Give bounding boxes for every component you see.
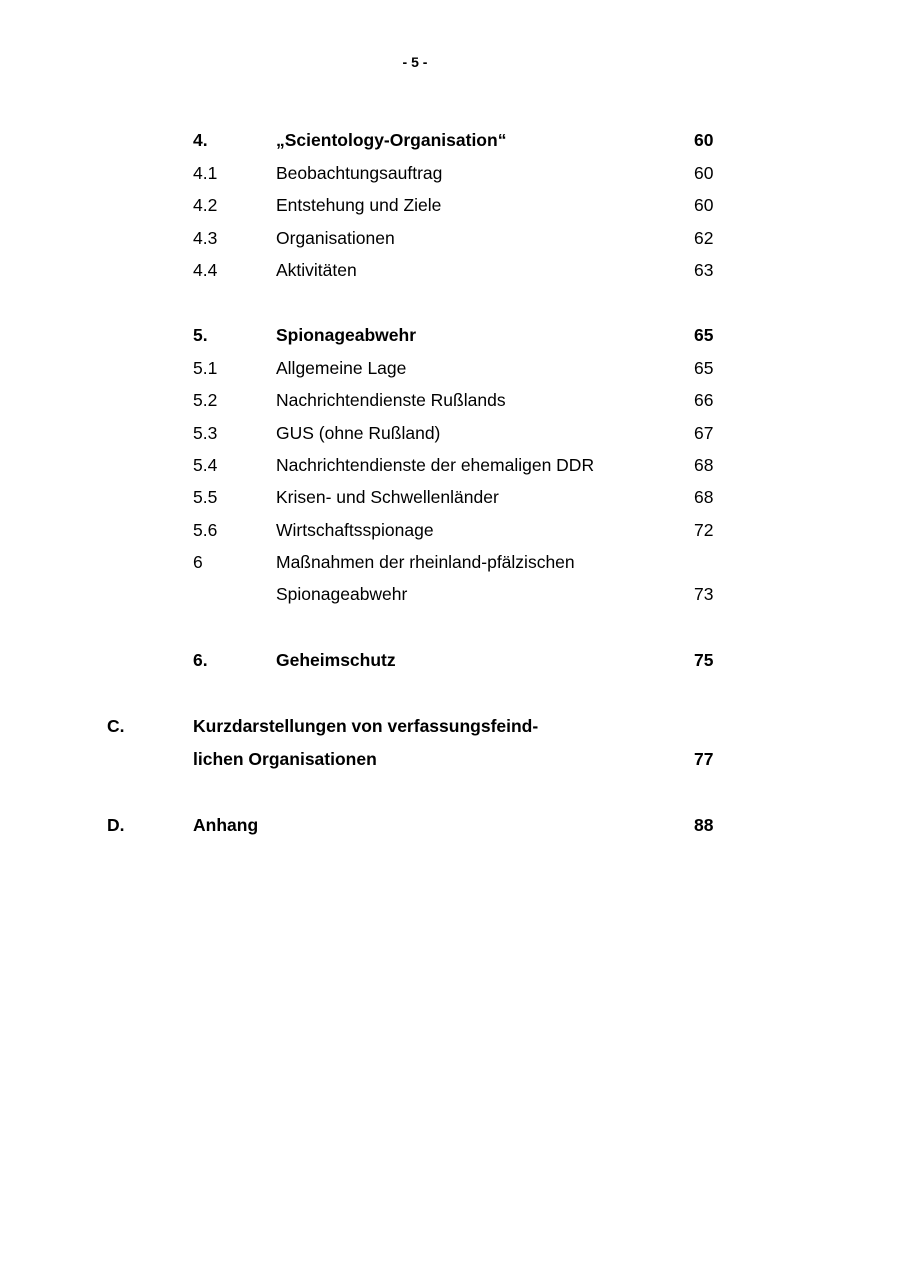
toc-entry [0, 453, 900, 477]
toc-page: 88 [694, 815, 714, 835]
toc-title: Maßnahmen der rheinland-pfälzischen [276, 552, 575, 572]
toc-entry [0, 356, 900, 380]
toc-entry [0, 226, 900, 250]
toc-page: 62 [694, 228, 714, 248]
toc-entry [0, 421, 900, 445]
toc-title: „Scientology-Organisation“ [276, 130, 507, 150]
toc-entry [0, 518, 900, 542]
toc-title: Geheimschutz [276, 650, 396, 670]
toc-page: 63 [694, 260, 714, 280]
toc-page: 77 [694, 749, 714, 769]
toc-number: 5. [193, 325, 208, 345]
toc-title: Wirtschaftsspionage [276, 520, 434, 540]
toc-number: 5.1 [193, 358, 218, 378]
toc-number: 5.5 [193, 487, 218, 507]
toc-number: 4.4 [193, 260, 218, 280]
toc-page: 68 [694, 455, 714, 475]
toc-number: 4.2 [193, 195, 218, 215]
toc-section-c [0, 714, 900, 738]
page-number: - 5 - [402, 54, 428, 70]
toc-heading-4 [0, 128, 900, 152]
toc-number: 6. [193, 650, 208, 670]
toc-entry [0, 388, 900, 412]
toc-title: GUS (ohne Rußland) [276, 423, 441, 443]
toc-title: Anhang [193, 815, 259, 835]
toc-title: Kurzdarstellungen von verfassungsfeind- [193, 716, 539, 736]
toc-number: 5.6 [193, 520, 218, 540]
toc-title: Nachrichtendienste Rußlands [276, 390, 506, 410]
toc-page: 65 [694, 325, 714, 345]
toc-title: Spionageabwehr [276, 584, 408, 604]
toc-title: Beobachtungsauftrag [276, 163, 443, 183]
toc-number: 5.4 [193, 455, 218, 475]
toc-page: 65 [694, 358, 714, 378]
toc-number: 6 [193, 552, 203, 572]
toc-entry-continued [0, 582, 900, 606]
toc-heading-6 [0, 648, 900, 672]
toc-number: 5.2 [193, 390, 218, 410]
toc-entry [0, 258, 900, 282]
toc-letter: C. [107, 716, 125, 736]
toc-title: Allgemeine Lage [276, 358, 407, 378]
toc-page: 60 [694, 130, 714, 150]
toc-entry [0, 161, 900, 185]
toc-title: Entstehung und Ziele [276, 195, 442, 215]
toc-page: 72 [694, 520, 714, 540]
toc-section-d [0, 813, 900, 837]
toc-entry [0, 193, 900, 217]
toc-title: Spionageabwehr [276, 325, 417, 345]
toc-number: 4.1 [193, 163, 218, 183]
toc-letter: D. [107, 815, 125, 835]
toc-number: 5.3 [193, 423, 218, 443]
toc-page: 73 [694, 584, 714, 604]
toc-page: 75 [694, 650, 714, 670]
toc-page: 68 [694, 487, 714, 507]
toc-title: Organisationen [276, 228, 395, 248]
toc-title: Aktivitäten [276, 260, 357, 280]
toc-number: 4. [193, 130, 208, 150]
toc-page: 60 [694, 163, 714, 183]
toc-entry [0, 550, 900, 574]
toc-title: lichen Organisationen [193, 749, 377, 769]
toc-entry [0, 485, 900, 509]
toc-number: 4.3 [193, 228, 218, 248]
toc-title: Nachrichtendienste der ehemaligen DDR [276, 455, 595, 475]
toc-title: Krisen- und Schwellenländer [276, 487, 499, 507]
toc-heading-5 [0, 323, 900, 347]
toc-page: 60 [694, 195, 714, 215]
toc-page: 67 [694, 423, 714, 443]
toc-section-c-continued [0, 747, 900, 771]
toc-page: 66 [694, 390, 714, 410]
